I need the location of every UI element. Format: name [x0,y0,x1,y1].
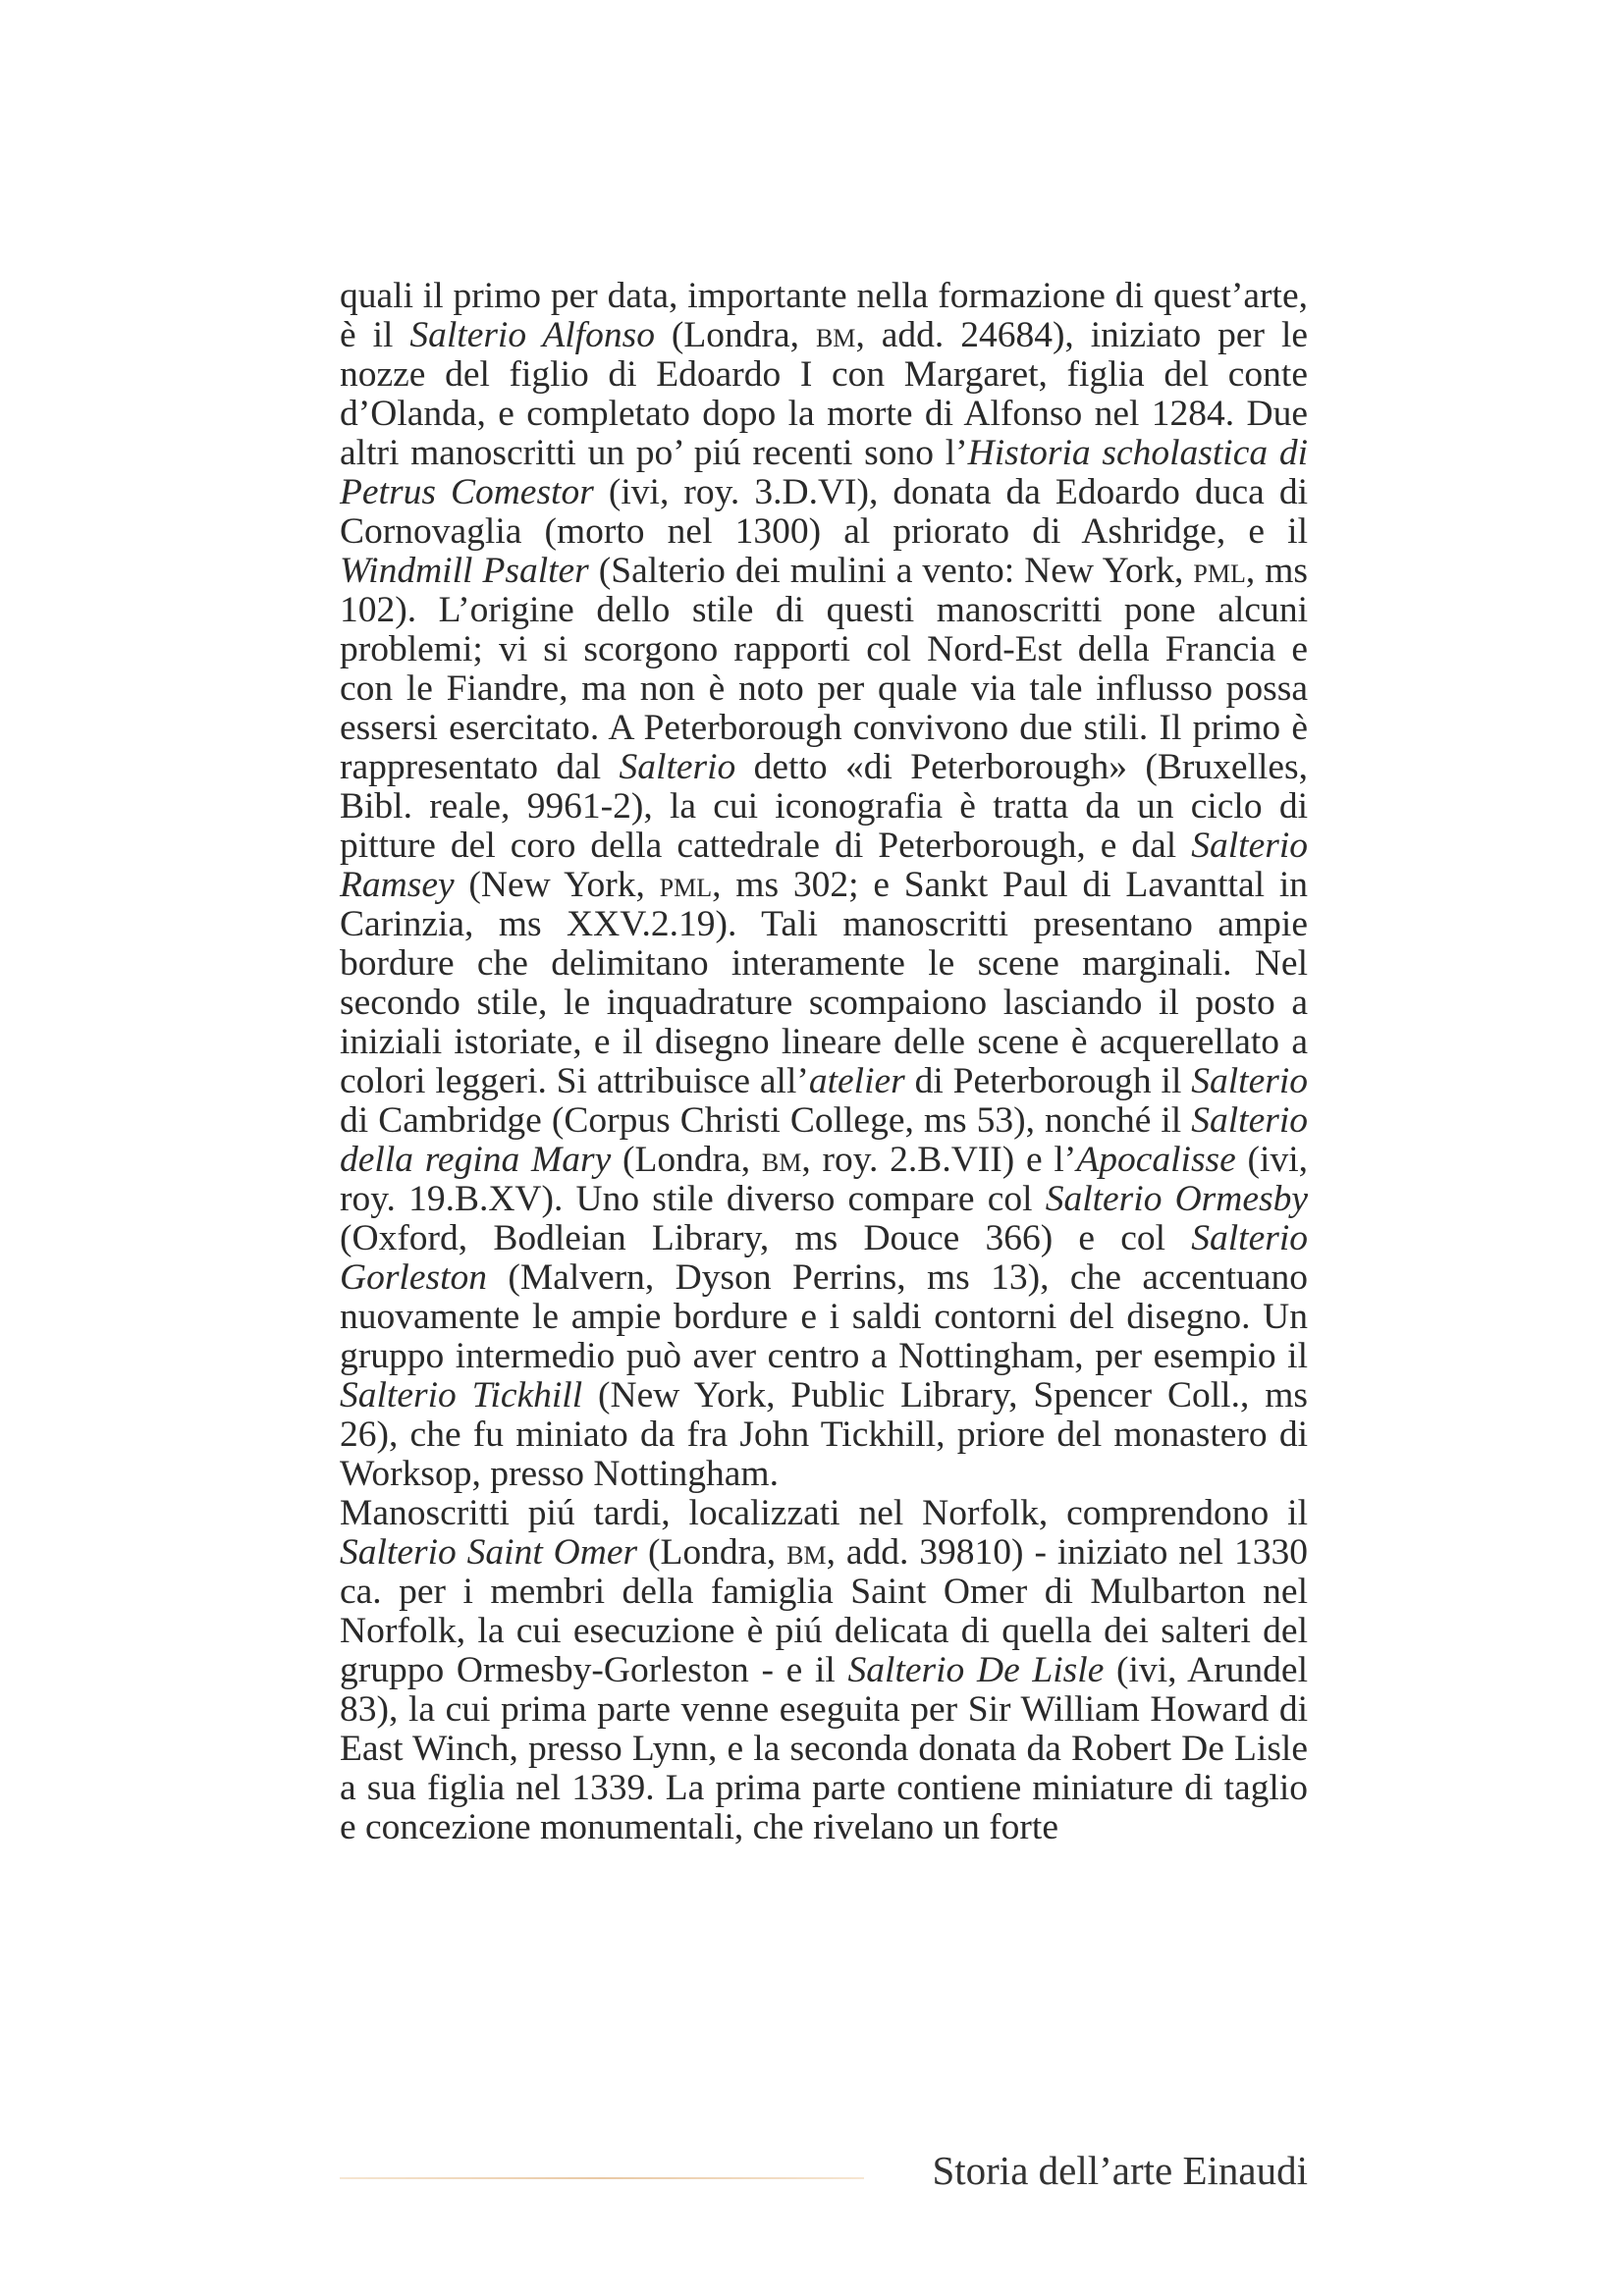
italic-title: Salterio Gorleston [340,1218,1308,1298]
italic-title: Apocalisse [1076,1140,1236,1180]
italic-title: Salterio [619,747,736,787]
text-run: (ivi, Arundel 83), la cui prima parte venne eseguita per Sir William Howard di East Winch, presso Lynn, e la seconda donata da Robert De Lisle a sua figlia nel 1339. La prima parte contiene miniature di taglio e concezione monumentali, che rivelano un forte [340,1650,1308,1847]
italic-title: Salterio Saint Omer [340,1532,638,1573]
text-run: , ms 102). L’origine dello stile di questi manoscritti pone alcuni problemi; vi si scorgono rapporti col Nord-Est della Francia e con le Fiandre, ma non è noto per quale via tale influsso possa essersi esercitato. A Peterborough convivono due stili. Il primo è rappresentato dal [340,551,1308,787]
text-run: (Malvern, Dyson Perrins, ms 13), che accentuano nuovamente le ampie bordure e i saldi contorni del disegno. Un gruppo intermedio può aver centro a Nottingham, per esempio il [340,1257,1308,1376]
text-run: detto «di Peterborough» (Bruxelles, Bibl. reale, 9961-2), la cui iconografia è tratta da un ciclo di pitture del coro della cattedrale di Peterborough, e dal [340,747,1309,866]
text-run: , add. 24684), iniziato per le nozze del figlio di Edoardo I con Margaret, figlia del conte d’Olanda, e completato dopo la morte di Alfonso nel 1284. Due altri manoscritti un po’ piú recenti sono l’ [340,315,1309,473]
text-run: (Oxford, Bodleian Library, ms Douce 366) e col [340,1218,1192,1258]
text-run: di Peterborough il [904,1061,1192,1101]
text-run: (ivi, roy. 19.B.XV). Uno stile diverso compare col [340,1140,1309,1219]
italic-title: atelier [808,1061,905,1101]
text-run: (ivi, roy. 3.D.VI), donata da Edoardo duca di Cornovaglia (morto nel 1300) al priorato di Ashridge, e il [340,472,1308,552]
text-run: , add. 39810) - iniziato nel 1330 ca. per i membri della famiglia Saint Omer di Mulbarton nel Norfolk, la cui esecuzione è piú delicata di quella dei salteri del gruppo Ormesby-Gorleston - e il [340,1532,1308,1690]
italic-title: Salterio Ramsey [340,826,1308,905]
paragraph [340,277,1308,1494]
text-run: , ms 302; e Sankt Paul di Lavanttal in Carinzia, ms XXV.2.19). Tali manoscritti presentano ampie bordure che delimitano interamente le scene marginali. Nel secondo stile, le inquadrature scompaiono lasciando il posto a iniziali istoriate, e il disegno lineare delle scene è acquerellato a colori leggeri. Si attribuisce all’ [340,865,1309,1101]
library-siglum: pml [1193,551,1246,591]
italic-title: Salterio Ormesby [1045,1179,1308,1219]
text-run: , roy. 2.B.VII) e l’ [801,1140,1077,1180]
text-run: (Salterio dei mulini a vento: New York, [588,551,1194,591]
body-text [340,277,1308,1847]
page-footer [340,2140,1308,2199]
italic-title: Windmill Psalter [340,551,589,591]
library-siglum: bm [786,1532,827,1573]
text-run: di Cambridge (Corpus Christi College, ms 53), nonché il [340,1100,1192,1141]
text-run: (Londra, [611,1140,762,1180]
italic-title: Salterio della regina Mary [340,1100,1308,1180]
text-run: Manoscritti piú tardi, localizzati nel Norfolk, comprendono il [340,1493,1308,1533]
italic-title: Salterio [1191,1061,1308,1101]
paragraph [340,1494,1308,1847]
text-run: quali il primo per data, importante nella formazione di quest’arte, è il [340,276,1308,355]
library-siglum: bm [761,1140,802,1180]
italic-title: Salterio De Lisle [847,1650,1105,1690]
italic-title: Historia scholastica di Petrus Comestor [340,433,1308,512]
text-run: (Londra, [637,1532,787,1573]
italic-title: Salterio Tickhill [340,1375,583,1415]
library-siglum: bm [815,315,856,355]
library-siglum: pml [659,865,713,905]
text-run: (New York, Public Library, Spencer Coll., ms 26), che fu miniato da fra John Tickhill, priore del monastero di Worksop, presso Nottingham. [340,1375,1308,1494]
footer-rule [340,2177,864,2179]
text-run: (New York, [454,865,660,905]
footer-title: Storia dell’arte Einaudi [932,2148,1308,2193]
text-run: (Londra, [654,315,816,355]
italic-title: Salterio Alfonso [409,315,655,355]
